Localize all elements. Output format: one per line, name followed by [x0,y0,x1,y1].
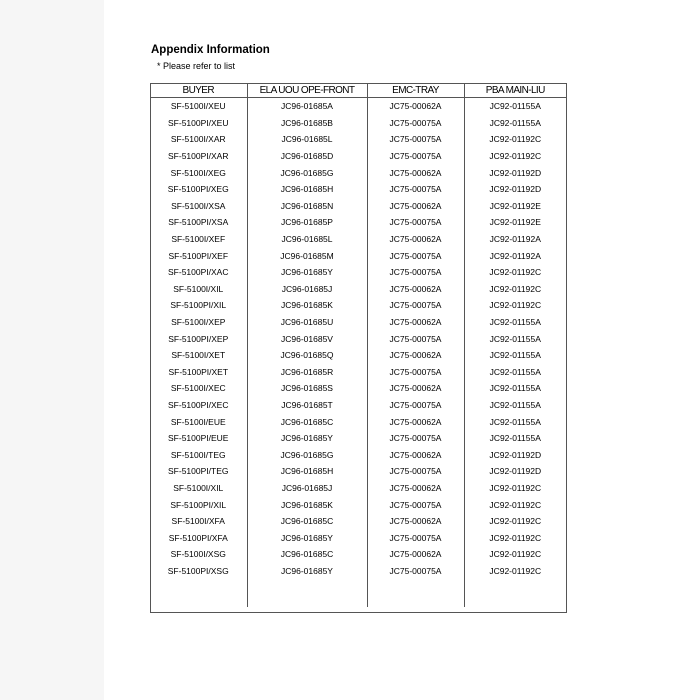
cell-front-part: JC96-01685Y [247,563,367,580]
table-row [150,214,566,231]
cell-front-part: JC96-01685G [247,164,367,181]
cell-buyer: SF-5100PI/XEU [168,117,229,128]
cell-front-part: JC96-01685J [247,480,367,497]
table-row [150,364,566,381]
table-row [150,347,566,364]
cell-pba-part: JC92-01192C [464,513,566,530]
cell-buyer: SF-5100PI/XIL [170,300,227,311]
table-row [150,496,566,513]
cell-buyer: SF-5100PI/EUE [168,433,229,444]
cell-buyer: SF-5100PI/XEF [168,250,229,261]
cell-pba-part: JC92-01192C [464,546,566,563]
cell-front-part: JC96-01685R [247,364,367,381]
empty-row [150,579,566,607]
cell-buyer: SF-5100I/XIL [173,283,224,294]
cell-buyer: SF-5100PI/XFA [168,532,228,543]
cell-tray-part: JC75-00075A [367,563,464,580]
cell-pba-part: JC92-01155A [464,330,566,347]
cell-buyer: SF-5100I/XSA [171,200,226,211]
cell-tray-part: JC75-00075A [367,496,464,513]
cell-buyer: SF-5100I/XEU [170,101,226,112]
cell-tray-part: JC75-00075A [367,148,464,165]
cell-tray-part: JC75-00062A [367,413,464,430]
cell-tray-part: JC75-00062A [367,446,464,463]
cell-front-part: JC96-01685D [247,148,367,165]
cell-front-part: JC96-01685Y [247,529,367,546]
empty-cell [247,579,367,607]
cell-pba-part: JC92-01155A [464,397,566,414]
cell-tray-part: JC75-00075A [367,264,464,281]
table-row [150,281,566,298]
table-row [150,563,566,580]
cell-pba-part: JC92-01155A [464,98,566,115]
cell-pba-part: JC92-01192A [464,231,566,248]
cell-pba-part: JC92-01155A [464,380,566,397]
cell-front-part: JC96-01685C [247,413,367,430]
table-header-row [150,83,566,98]
cell-buyer: SF-5100I/XSG [170,549,226,560]
cell-buyer: SF-5100PI/XSA [168,217,229,228]
cell-pba-part: JC92-01192C [464,480,566,497]
cell-front-part: JC96-01685T [247,397,367,414]
cell-buyer: SF-5100PI/XAR [168,151,229,162]
table-row [150,529,566,546]
cell-front-part: JC96-01685H [247,463,367,480]
cell-tray-part: JC75-00062A [367,347,464,364]
table-row [150,430,566,447]
cell-pba-part: JC92-01155A [464,347,566,364]
cell-front-part: JC96-01685K [247,496,367,513]
cell-pba-part: JC92-01192D [464,446,566,463]
cell-front-part: JC96-01685A [247,98,367,115]
empty-cell [464,579,566,607]
cell-pba-part: JC92-01192C [464,563,566,580]
cell-tray-part: JC75-00062A [367,480,464,497]
cell-buyer: SF-5100I/TEG [170,449,226,460]
cell-tray-part: JC75-00075A [367,330,464,347]
cell-front-part: JC96-01685K [247,297,367,314]
cell-tray-part: JC75-00075A [367,214,464,231]
cell-pba-part: JC92-01192D [464,164,566,181]
table-body [150,98,566,608]
cell-front-part: JC96-01685Y [247,264,367,281]
cell-buyer: SF-5100I/XET [171,350,226,361]
cell-tray-part: JC75-00075A [367,463,464,480]
cell-front-part: JC96-01685C [247,513,367,530]
cell-pba-part: JC92-01192E [464,198,566,215]
cell-tray-part: JC75-00075A [367,430,464,447]
appendix-note: * Please refer to list [157,61,236,71]
empty-cell [150,579,247,607]
column-header-tray: EMC-TRAY [367,83,464,98]
cell-buyer: SF-5100I/XEP [171,317,226,328]
cell-front-part: JC96-01685U [247,314,367,331]
cell-front-part: JC96-01685P [247,214,367,231]
table-row [150,181,566,198]
cell-tray-part: JC75-00062A [367,98,464,115]
column-header-front: ELA UOU OPE-FRONT [247,83,367,98]
cell-buyer: SF-5100I/XEG [170,167,226,178]
cell-front-part: JC96-01685L [247,231,367,248]
table-row [150,297,566,314]
table-row [150,131,566,148]
cell-tray-part: JC75-00062A [367,164,464,181]
cell-buyer: SF-5100I/XIL [173,482,224,493]
cell-buyer: SF-5100PI/XAC [168,267,229,278]
cell-front-part: JC96-01685C [247,546,367,563]
cell-buyer: SF-5100I/XEF [171,234,226,245]
cell-buyer: SF-5100I/XAR [170,134,226,145]
table-row [150,148,566,165]
cell-tray-part: JC75-00075A [367,364,464,381]
cell-tray-part: JC75-00062A [367,513,464,530]
cell-buyer: SF-5100PI/XSG [167,565,229,576]
cell-pba-part: JC92-01192D [464,463,566,480]
cell-pba-part: JC92-01155A [464,430,566,447]
cell-front-part: JC96-01685J [247,281,367,298]
table-row [150,397,566,414]
cell-front-part: JC96-01685G [247,446,367,463]
cell-buyer: SF-5100PI/XEC [168,399,229,410]
cell-pba-part: JC92-01155A [464,115,566,132]
cell-pba-part: JC92-01155A [464,413,566,430]
cell-tray-part: JC75-00062A [367,314,464,331]
cell-pba-part: JC92-01192C [464,496,566,513]
table-row [150,198,566,215]
cell-pba-part: JC92-01192C [464,264,566,281]
cell-tray-part: JC75-00062A [367,546,464,563]
table-row [150,164,566,181]
cell-front-part: JC96-01685H [247,181,367,198]
cell-buyer: SF-5100PI/XEG [167,184,229,195]
cell-pba-part: JC92-01192E [464,214,566,231]
table-row [150,247,566,264]
cell-buyer: SF-5100I/XEC [170,383,226,394]
cell-tray-part: JC75-00062A [367,231,464,248]
cell-front-part: JC96-01685S [247,380,367,397]
table-row [150,413,566,430]
appendix-title: Appendix Information [151,44,270,56]
cell-pba-part: JC92-01155A [464,364,566,381]
table-row [150,463,566,480]
cell-buyer: SF-5100PI/XIL [170,499,227,510]
cell-buyer: SF-5100PI/XEP [168,333,229,344]
cell-pba-part: JC92-01192D [464,181,566,198]
cell-buyer: SF-5100PI/XET [168,366,229,377]
cell-tray-part: JC75-00062A [367,281,464,298]
cell-pba-part: JC92-01192C [464,297,566,314]
empty-cell [367,579,464,607]
cell-pba-part: JC92-01192C [464,131,566,148]
table-row [150,264,566,281]
page-margin-shade [0,0,104,700]
cell-front-part: JC96-01685L [247,131,367,148]
cell-front-part: JC96-01685V [247,330,367,347]
cell-pba-part: JC92-01192C [464,529,566,546]
cell-tray-part: JC75-00075A [367,131,464,148]
cell-tray-part: JC75-00075A [367,297,464,314]
table-row [150,546,566,563]
table-row [150,231,566,248]
table-row [150,480,566,497]
parts-table [150,83,566,607]
cell-buyer: SF-5100PI/TEG [168,466,229,477]
cell-tray-part: JC75-00075A [367,115,464,132]
table-row [150,115,566,132]
cell-front-part: JC96-01685N [247,198,367,215]
cell-pba-part: JC92-01192A [464,247,566,264]
table-row [150,330,566,347]
table-row [150,380,566,397]
cell-pba-part: JC92-01155A [464,314,566,331]
cell-tray-part: JC75-00075A [367,247,464,264]
cell-tray-part: JC75-00075A [367,529,464,546]
cell-tray-part: JC75-00075A [367,397,464,414]
cell-tray-part: JC75-00062A [367,380,464,397]
cell-tray-part: JC75-00075A [367,181,464,198]
column-header-pba: PBA MAIN-LIU [464,83,566,98]
cell-front-part: JC96-01685Y [247,430,367,447]
cell-pba-part: JC92-01192C [464,148,566,165]
cell-buyer: SF-5100I/XFA [171,516,225,527]
cell-front-part: JC96-01685B [247,115,367,132]
table-row [150,513,566,530]
table-row [150,446,566,463]
cell-tray-part: JC75-00062A [367,198,464,215]
cell-front-part: JC96-01685Q [247,347,367,364]
table-row [150,314,566,331]
cell-front-part: JC96-01685M [247,247,367,264]
table-row [150,98,566,115]
cell-buyer: SF-5100I/EUE [170,416,226,427]
column-header-buyer: BUYER [150,83,247,98]
cell-pba-part: JC92-01192C [464,281,566,298]
